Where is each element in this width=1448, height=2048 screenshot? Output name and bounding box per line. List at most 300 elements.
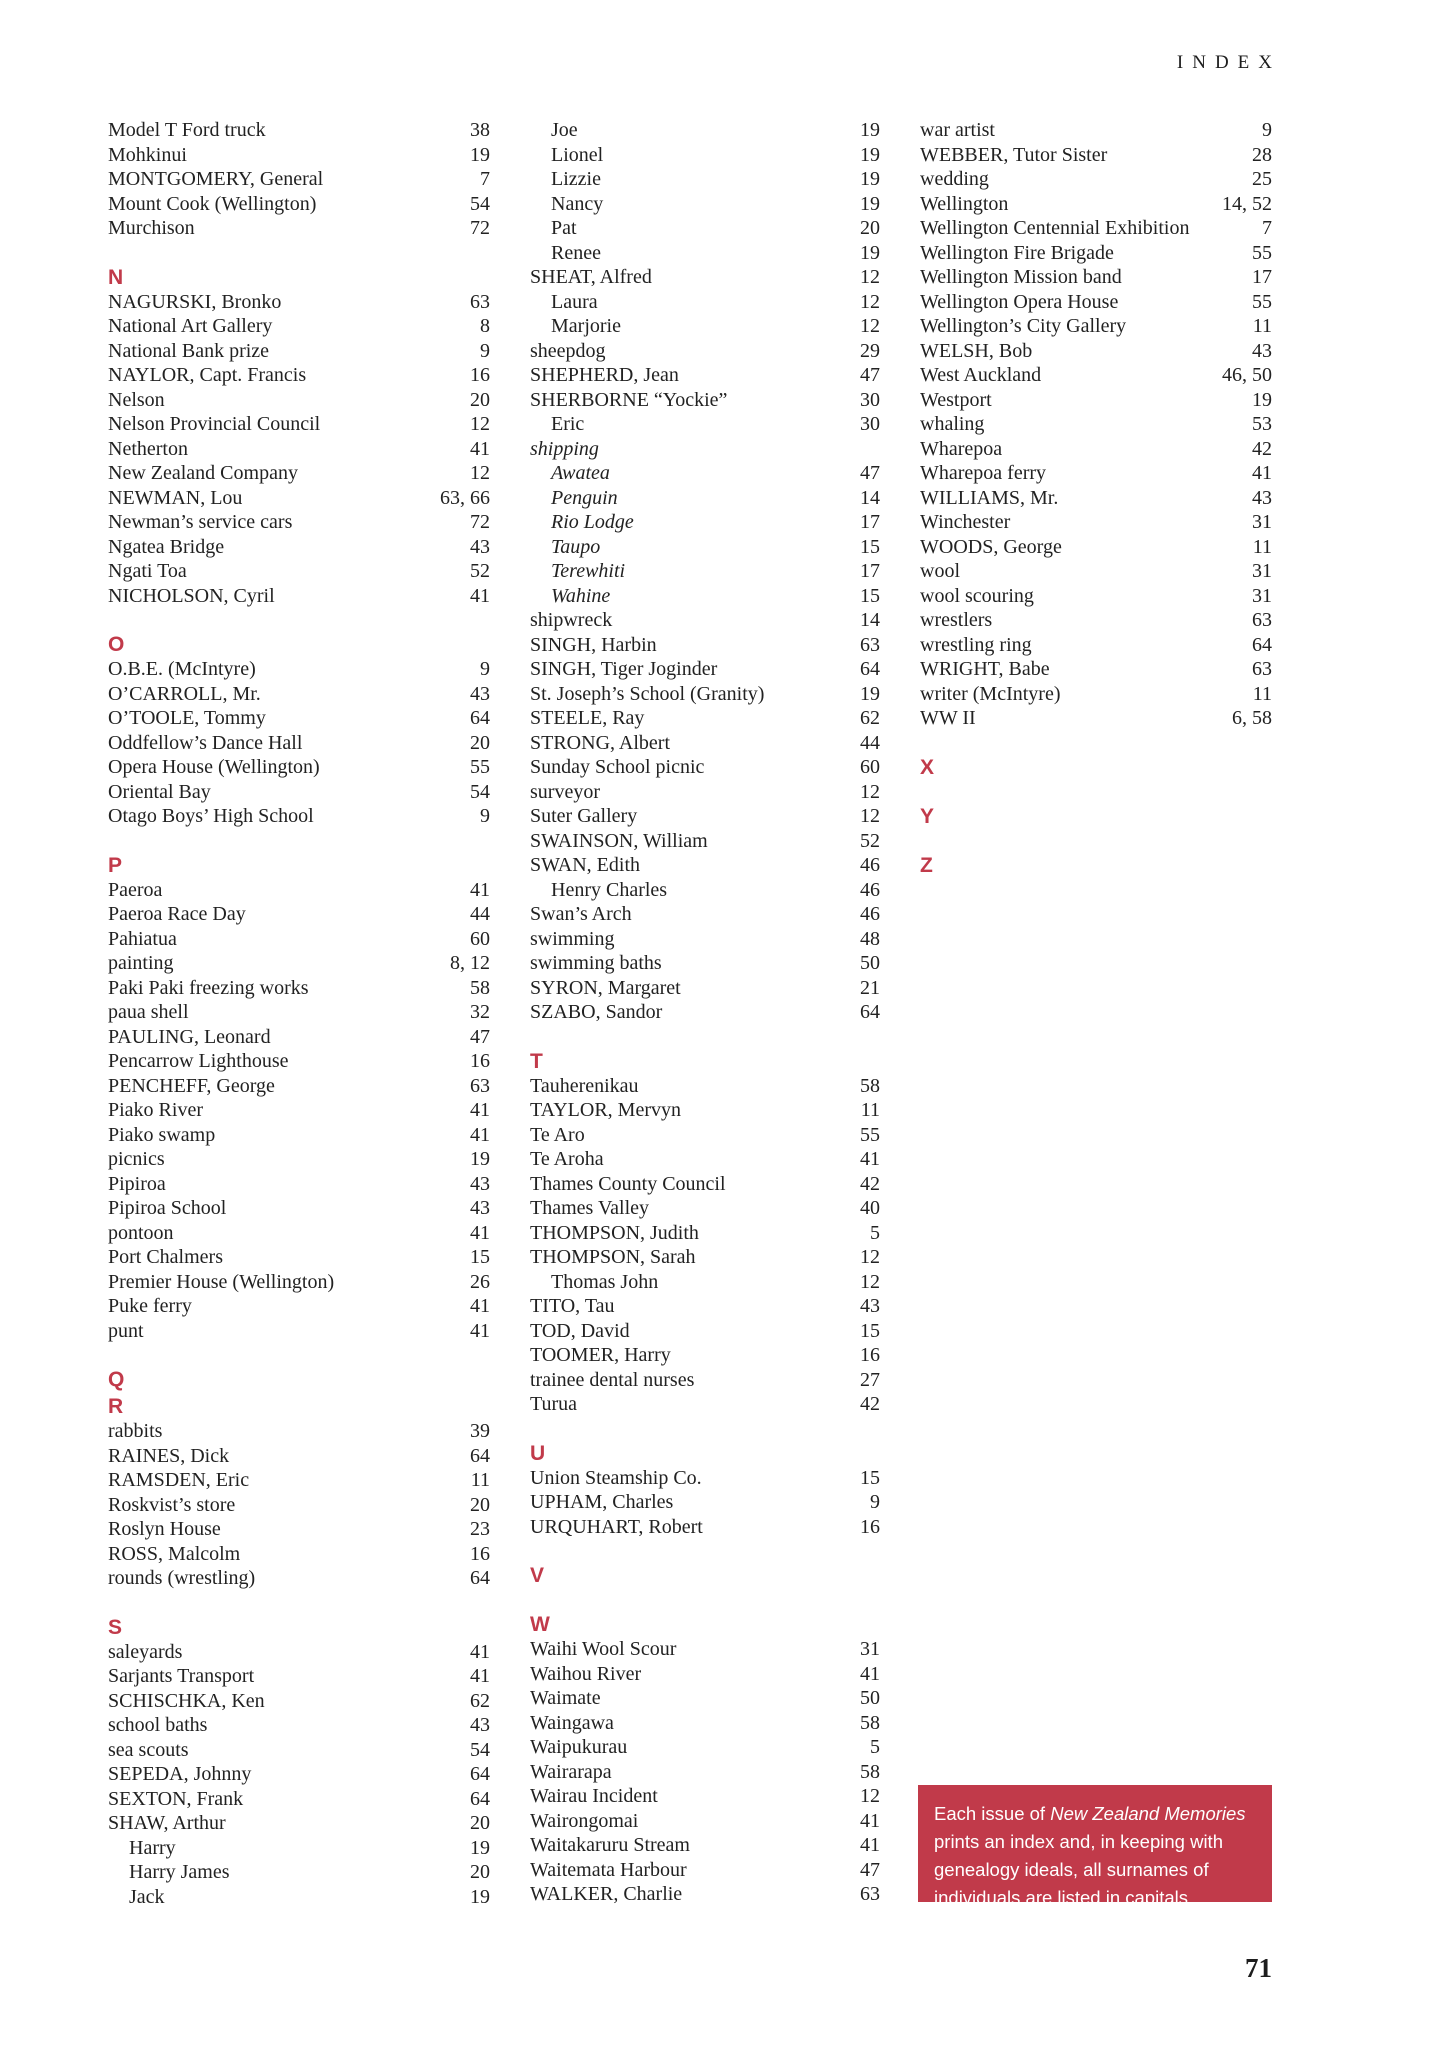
index-entry: [108, 706, 490, 731]
entry-term: Winchester: [920, 511, 1011, 533]
index-entry: [108, 1787, 490, 1812]
entry-term: paua shell: [108, 1001, 189, 1023]
entry-term: SINGH, Harbin: [530, 633, 657, 656]
entry-term: Wairau Incident: [530, 1785, 658, 1807]
entry-page-number: 17: [860, 560, 880, 582]
entry-term: wool: [920, 560, 960, 582]
index-section-u: [530, 1441, 880, 1540]
index-entry: [530, 706, 880, 731]
entry-page-number: 29: [860, 339, 880, 362]
entry-term: rabbits: [108, 1420, 163, 1442]
entry-term: Rio Lodge: [551, 511, 634, 533]
index-entry: [530, 902, 880, 927]
entry-term: Westport: [920, 388, 992, 411]
index-section-continued: [108, 118, 490, 241]
entry-page-number: 12: [860, 805, 880, 827]
entry-page-number: 15: [470, 1246, 490, 1268]
index-entry: [530, 1515, 880, 1540]
index-entry: [530, 461, 880, 486]
index-entry: [108, 1000, 490, 1025]
entry-page-number: 19: [860, 682, 880, 705]
entry-term: SEXTON, Frank: [108, 1787, 244, 1810]
note-text-prefix: Each issue of: [934, 1803, 1051, 1824]
index-entry: [530, 1858, 880, 1883]
entry-page-number: 63: [1252, 609, 1272, 631]
entry-term: Pipiroa School: [108, 1197, 227, 1219]
index-entry: [108, 510, 490, 535]
index-entry: [530, 1368, 880, 1393]
index-entry: [920, 657, 1272, 682]
index-entry: [108, 902, 490, 927]
index-entry: [920, 216, 1272, 241]
entry-term: Pat: [551, 217, 577, 239]
entry-page-number: 41: [470, 1665, 490, 1687]
entry-term: Opera House (Wellington): [108, 756, 320, 778]
entry-term: Wairongomai: [530, 1809, 639, 1832]
page-number: 71: [1245, 1953, 1272, 1983]
index-entry: [108, 118, 490, 143]
entry-term: Marjorie: [551, 315, 621, 337]
index-entry: [108, 314, 490, 339]
entry-term: Roskvist’s store: [108, 1493, 236, 1516]
entry-page-number: 8: [480, 315, 490, 337]
index-entry: [530, 976, 880, 1001]
section-letter-x: X: [920, 755, 935, 779]
index-entry: [108, 363, 490, 388]
entry-term: Wahine: [551, 584, 611, 607]
entry-term: Piako River: [108, 1099, 203, 1121]
entry-page-number: 41: [470, 1640, 490, 1663]
entry-term: Piako swamp: [108, 1123, 216, 1146]
index-entry: [108, 927, 490, 952]
entry-page-number: 41: [470, 878, 490, 901]
entry-term: Waitemata Harbour: [530, 1858, 687, 1881]
entry-term: Wairarapa: [530, 1760, 612, 1783]
entry-page-number: 19: [1252, 388, 1272, 411]
entry-term: Taupo: [551, 535, 601, 558]
entry-page-number: 58: [860, 1760, 880, 1783]
entry-term: whaling: [920, 413, 985, 435]
index-entry: [920, 339, 1272, 364]
entry-term: Mount Cook (Wellington): [108, 192, 317, 215]
index-entry: [108, 1172, 490, 1197]
entry-page-number: 43: [1252, 339, 1272, 362]
index-entry: [108, 143, 490, 168]
entry-term: TAYLOR, Mervyn: [530, 1099, 681, 1121]
entry-page-number: 19: [470, 1885, 490, 1908]
entry-term: NAYLOR, Capt. Francis: [108, 364, 307, 386]
entry-term: SEPEDA, Johnny: [108, 1763, 252, 1785]
index-entry: [530, 1490, 880, 1515]
index-entry: [108, 216, 490, 241]
entry-term: Laura: [551, 290, 598, 313]
entry-term: shipwreck: [530, 609, 613, 631]
index-entry: [530, 535, 880, 560]
entry-page-number: 46: [860, 903, 880, 925]
entry-term: Harry: [129, 1836, 176, 1859]
entry-page-number: 63: [860, 633, 880, 656]
entry-term: trainee dental nurses: [530, 1368, 695, 1391]
index-entry: [108, 559, 490, 584]
index-entry: [108, 1860, 490, 1885]
index-entry: [920, 192, 1272, 217]
index-entry: [920, 510, 1272, 535]
index-entry: [108, 1689, 490, 1714]
index-entry: [108, 167, 490, 192]
entry-page-number: 19: [860, 143, 880, 166]
index-entry: [530, 1000, 880, 1025]
entry-page-number: 64: [470, 1787, 490, 1810]
index-entry: [108, 1664, 490, 1689]
index-entry: [530, 1172, 880, 1197]
index-entry: [108, 1049, 490, 1074]
entry-page-number: 54: [470, 1738, 490, 1761]
entry-page-number: 9: [480, 805, 490, 827]
index-entry: [108, 535, 490, 560]
entry-term: surveyor: [530, 780, 600, 803]
index-entry: [920, 412, 1272, 437]
entry-page-number: 19: [860, 241, 880, 264]
index-entry: [920, 608, 1272, 633]
index-entry: [108, 731, 490, 756]
entry-page-number: 20: [470, 1493, 490, 1516]
entry-page-number: 41: [860, 1809, 880, 1832]
entry-term: Puke ferry: [108, 1295, 192, 1317]
entry-page-number: 44: [470, 903, 490, 925]
index-entry: [530, 1196, 880, 1221]
index-entry: [530, 804, 880, 829]
page-title: INDEX: [1176, 52, 1281, 73]
entry-page-number: 42: [860, 1172, 880, 1195]
index-entry: [530, 1319, 880, 1344]
entry-page-number: 12: [860, 266, 880, 288]
index-entry: [920, 167, 1272, 192]
entry-page-number: 43: [1252, 486, 1272, 509]
entry-page-number: 9: [480, 658, 490, 680]
entry-page-number: 63: [860, 1883, 880, 1905]
entry-term: Wellington Fire Brigade: [920, 241, 1114, 264]
entry-page-number: 11: [1252, 315, 1272, 337]
entry-term: Lizzie: [551, 168, 601, 190]
index-entry: [108, 1444, 490, 1469]
entry-page-number: 19: [860, 192, 880, 215]
entry-page-number: 50: [860, 1687, 880, 1709]
entry-page-number: 63, 66: [440, 486, 490, 509]
entry-term: sheepdog: [530, 339, 606, 362]
entry-page-number: 27: [860, 1368, 880, 1391]
entry-term: Joe: [551, 119, 578, 141]
entry-term: Wellington’s City Gallery: [920, 315, 1127, 337]
index-entry: [108, 1542, 490, 1567]
index-entry: [108, 1074, 490, 1099]
entry-term: Murchison: [108, 217, 195, 239]
section-letter-t: T: [530, 1049, 543, 1073]
entry-term: Awatea: [551, 462, 610, 484]
entry-page-number: 7: [480, 168, 490, 190]
index-entry: [530, 584, 880, 609]
entry-term: Waipukurau: [530, 1736, 628, 1758]
entry-term: wedding: [920, 168, 989, 190]
entry-page-number: 43: [470, 1172, 490, 1195]
entry-page-number: 26: [470, 1270, 490, 1293]
index-section-o: [108, 632, 490, 829]
index-entry: [108, 1196, 490, 1221]
index-entry: [108, 290, 490, 315]
index-entry: [530, 486, 880, 511]
entry-term: WALKER, Charlie: [530, 1883, 683, 1905]
entry-page-number: 12: [470, 413, 490, 435]
entry-term: Wellington Centennial Exhibition: [920, 217, 1190, 239]
entry-term: Terewhiti: [551, 560, 626, 582]
entry-page-number: 43: [860, 1295, 880, 1317]
index-entry: [920, 486, 1272, 511]
entry-page-number: 58: [860, 1711, 880, 1734]
entry-term: Nancy: [551, 192, 604, 215]
entry-page-number: 14, 52: [1222, 192, 1272, 215]
entry-term: NAGURSKI, Bronko: [108, 290, 282, 313]
magazine-title: New Zealand Memories: [1050, 1803, 1246, 1824]
entry-term: SHAW, Arthur: [108, 1812, 226, 1834]
entry-page-number: 46, 50: [1222, 364, 1272, 386]
index-column-1: [108, 118, 490, 1909]
index-entry: [920, 535, 1272, 560]
entry-page-number: 5: [870, 1221, 880, 1244]
entry-page-number: 9: [870, 1491, 880, 1513]
entry-term: Suter Gallery: [530, 805, 638, 827]
entry-term: Netherton: [108, 437, 188, 460]
entry-term: SHEAT, Alfred: [530, 266, 652, 288]
index-entry: [530, 731, 880, 756]
entry-page-number: 30: [860, 413, 880, 435]
entry-page-number: 31: [1252, 560, 1272, 582]
index-entry: [108, 339, 490, 364]
entry-page-number: 53: [1252, 413, 1272, 435]
index-entry: [108, 755, 490, 780]
entry-page-number: 63: [1252, 658, 1272, 680]
index-entry: [108, 1762, 490, 1787]
entry-term: National Art Gallery: [108, 315, 273, 337]
index-entry: [920, 584, 1272, 609]
entry-page-number: 41: [860, 1662, 880, 1685]
entry-term: Wellington Opera House: [920, 290, 1119, 313]
entry-term: STEELE, Ray: [530, 707, 645, 729]
entry-page-number: 16: [470, 364, 490, 386]
entry-page-number: 46: [860, 878, 880, 901]
index-entry: [108, 1468, 490, 1493]
entry-term: Renee: [551, 241, 601, 264]
entry-page-number: 41: [860, 1148, 880, 1170]
entry-term: SYRON, Margaret: [530, 976, 681, 999]
entry-term: Eric: [551, 413, 585, 435]
index-entry: [108, 1836, 490, 1861]
index-entry: [530, 118, 880, 143]
entry-term: writer (McIntyre): [920, 682, 1061, 705]
entry-page-number: 43: [470, 1197, 490, 1219]
entry-page-number: 62: [860, 707, 880, 729]
entry-page-number: 58: [860, 1074, 880, 1097]
entry-term: Oddfellow’s Dance Hall: [108, 731, 303, 754]
entry-page-number: 46: [860, 854, 880, 876]
index-entry: [108, 192, 490, 217]
index-entry: [108, 1025, 490, 1050]
section-letter-y: Y: [920, 804, 935, 828]
entry-term: West Auckland: [920, 364, 1042, 386]
entry-page-number: 44: [860, 731, 880, 754]
index-entry: [530, 657, 880, 682]
entry-page-number: 5: [870, 1736, 880, 1758]
entry-page-number: 7: [1262, 217, 1272, 239]
index-entry: [530, 363, 880, 388]
entry-page-number: 11: [470, 1469, 490, 1491]
index-entry: [108, 1319, 490, 1344]
index-entry: [530, 927, 880, 952]
index-section-r: [108, 1394, 490, 1591]
entry-term: Wellington: [920, 192, 1009, 215]
entry-term: saleyards: [108, 1640, 183, 1663]
entry-page-number: 43: [470, 682, 490, 705]
entry-term: wool scouring: [920, 584, 1034, 607]
entry-term: ROSS, Malcolm: [108, 1542, 241, 1565]
entry-page-number: 19: [470, 1836, 490, 1859]
entry-term: Lionel: [551, 143, 604, 166]
index-entry: [108, 412, 490, 437]
index-entry: [530, 1221, 880, 1246]
entry-term: Turua: [530, 1393, 578, 1415]
index-entry: [108, 1640, 490, 1665]
entry-page-number: 14: [860, 486, 880, 509]
entry-page-number: 64: [860, 658, 880, 680]
entry-term: Paki Paki freezing works: [108, 976, 309, 999]
index-entry: [530, 755, 880, 780]
index-entry: [920, 437, 1272, 462]
entry-page-number: 21: [860, 976, 880, 999]
entry-term: Pipiroa: [108, 1172, 166, 1195]
section-letter-p: P: [108, 853, 123, 877]
index-entry: [920, 143, 1272, 168]
entry-page-number: 62: [470, 1689, 490, 1712]
entry-term: THOMPSON, Sarah: [530, 1246, 696, 1268]
entry-term: swimming: [530, 927, 615, 950]
entry-term: URQUHART, Robert: [530, 1515, 703, 1538]
entry-page-number: 72: [470, 511, 490, 533]
entry-page-number: 41: [470, 1221, 490, 1244]
index-entry: [530, 265, 880, 290]
entry-term: Sarjants Transport: [108, 1665, 255, 1687]
entry-page-number: 47: [860, 364, 880, 386]
entry-page-number: 47: [860, 462, 880, 484]
entry-page-number: 55: [860, 1123, 880, 1146]
entry-page-number: 39: [470, 1420, 490, 1442]
entry-term: THOMPSON, Judith: [530, 1221, 699, 1244]
entry-page-number: 54: [470, 192, 490, 215]
index-entry: [108, 486, 490, 511]
entry-term: Nelson Provincial Council: [108, 413, 321, 435]
entry-page-number: 8, 12: [450, 952, 490, 974]
index-entry: [920, 314, 1272, 339]
index-entry: [530, 1637, 880, 1662]
index-entry: [108, 1713, 490, 1738]
entry-page-number: 64: [470, 1444, 490, 1467]
entry-page-number: 14: [860, 609, 880, 631]
index-entry: [920, 633, 1272, 658]
entry-term: O.B.E. (McIntyre): [108, 658, 256, 680]
entry-page-number: 38: [470, 119, 490, 141]
entry-page-number: 12: [860, 1270, 880, 1293]
entry-page-number: 25: [1252, 168, 1272, 190]
index-entry: [108, 1566, 490, 1591]
entry-term: O’TOOLE, Tommy: [108, 707, 266, 729]
entry-term: Swan’s Arch: [530, 903, 632, 925]
entry-term: UPHAM, Charles: [530, 1491, 674, 1513]
entry-page-number: 11: [1252, 535, 1272, 558]
index-entry: [530, 1809, 880, 1834]
entry-page-number: 55: [470, 756, 490, 778]
entry-page-number: 23: [470, 1518, 490, 1540]
index-entry: [530, 1711, 880, 1736]
index-entry: [530, 1760, 880, 1785]
entry-term: SZABO, Sandor: [530, 1001, 663, 1023]
index-entry: [108, 1294, 490, 1319]
entry-page-number: 12: [860, 315, 880, 337]
index-entry: [530, 559, 880, 584]
entry-term: Roslyn House: [108, 1518, 221, 1540]
entry-page-number: 12: [860, 1246, 880, 1268]
entry-page-number: 15: [860, 1319, 880, 1342]
entry-page-number: 63: [470, 290, 490, 313]
entry-term: WEBBER, Tutor Sister: [920, 143, 1108, 166]
entry-term: SINGH, Tiger Joginder: [530, 658, 718, 680]
entry-page-number: 63: [470, 1074, 490, 1097]
entry-page-number: 54: [470, 780, 490, 803]
entry-page-number: 17: [860, 511, 880, 533]
entry-page-number: 19: [470, 1148, 490, 1170]
entry-page-number: 19: [860, 119, 880, 141]
index-entry: [530, 339, 880, 364]
entry-term: WOODS, George: [920, 535, 1062, 558]
entry-term: New Zealand Company: [108, 462, 298, 484]
entry-page-number: 60: [860, 756, 880, 778]
entry-page-number: 16: [470, 1050, 490, 1072]
index-entry: [530, 1123, 880, 1148]
entry-page-number: 42: [1252, 437, 1272, 460]
index-entry: [108, 461, 490, 486]
index-entry: [530, 1833, 880, 1858]
entry-page-number: 12: [860, 290, 880, 313]
entry-term: painting: [108, 952, 174, 974]
entry-term: Thames Valley: [530, 1197, 650, 1219]
index-entry: [108, 976, 490, 1001]
entry-page-number: 32: [470, 1001, 490, 1023]
entry-term: SWAINSON, William: [530, 829, 708, 852]
index-entry: [530, 1245, 880, 1270]
entry-term: Waihi Wool Scour: [530, 1638, 677, 1660]
entry-page-number: 17: [1252, 266, 1272, 288]
entry-page-number: 11: [1252, 682, 1272, 705]
index-entry: [530, 314, 880, 339]
index-entry: [108, 437, 490, 462]
entry-term: Ngatea Bridge: [108, 535, 225, 558]
index-entry: [530, 143, 880, 168]
entry-term: PENCHEFF, George: [108, 1074, 275, 1097]
entry-page-number: 31: [860, 1638, 880, 1660]
editorial-note-box: [918, 1785, 1272, 1908]
index-entry: [920, 265, 1272, 290]
entry-term: Waingawa: [530, 1711, 614, 1734]
index-section-q: [108, 1367, 490, 1392]
entry-page-number: 20: [470, 1861, 490, 1883]
index-section-x: [920, 755, 1272, 780]
index-entry: [530, 1074, 880, 1099]
